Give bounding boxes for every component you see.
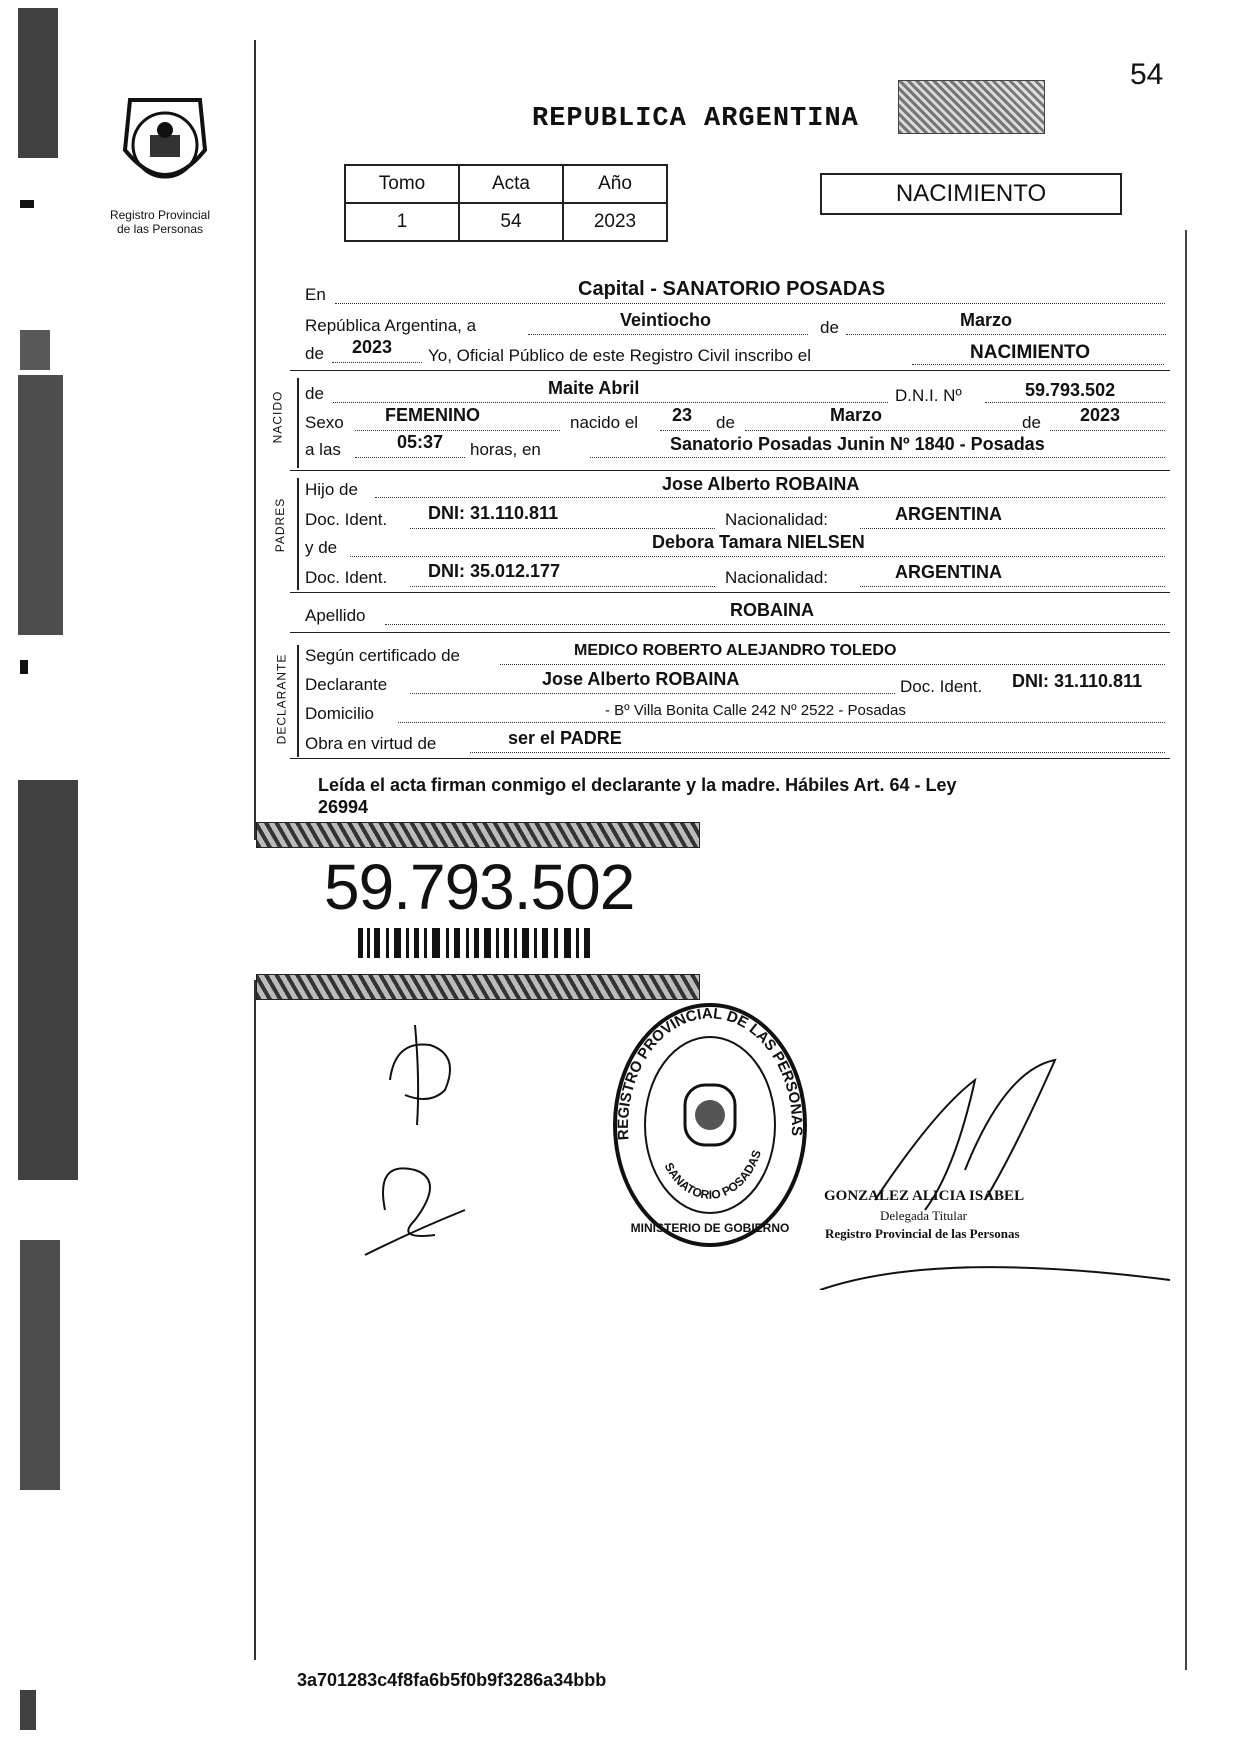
apellido-value: ROBAINA <box>730 600 814 620</box>
header-anio: Año <box>563 165 667 203</box>
apellido-label: Apellido <box>305 606 366 625</box>
nombre-value: Maite Abril <box>548 378 640 398</box>
declarante-doc-label: Doc. Ident. <box>900 677 983 696</box>
obra-label: Obra en virtud de <box>305 734 437 753</box>
stamp-ring-text: REGISTRO PROVINCIAL DE LAS PERSONAS <box>614 1005 806 1141</box>
registry-caption: Registro Provincial de las Personas <box>109 208 211 236</box>
madre-nac: ARGENTINA <box>895 562 1002 582</box>
official-stamp <box>610 1000 810 1250</box>
declarante-doc: DNI: 31.110.811 <box>1012 671 1143 691</box>
en-label: En <box>305 285 326 304</box>
lugar-value: Capital - SANATORIO POSADAS <box>578 278 886 300</box>
cert-value: MEDICO ROBERTO ALEJANDRO TOLEDO <box>574 642 897 659</box>
madre-nac-label: Nacionalidad: <box>725 568 829 587</box>
record-table <box>344 164 668 242</box>
dni-big: 59.793.502 <box>324 851 635 923</box>
document-hash: 3a701283c4f8fa6b5f0b9f3286a34bbb <box>297 1670 607 1690</box>
header-tomo: Tomo <box>345 165 459 203</box>
alas-label: a las <box>305 440 341 459</box>
padre-doc-label: Doc. Ident. <box>305 510 388 529</box>
stamp-inner-text: SANATORIO POSADAS <box>661 1148 764 1202</box>
record-type: NACIMIENTO <box>895 180 1047 207</box>
domicilio-value: - Bº Villa Bonita Calle 242 Nº 2522 - Posadas <box>605 702 906 719</box>
padre-doc: DNI: 31.110.811 <box>428 503 559 523</box>
padre-nac: ARGENTINA <box>895 504 1002 524</box>
anio-value: 2023 <box>352 337 393 357</box>
sexo-label: Sexo <box>305 413 344 432</box>
declarante-nombre: Jose Alberto ROBAINA <box>542 669 740 689</box>
padres-section-label: PADRES <box>273 497 288 553</box>
nacimiento-lugar: Sanatorio Posadas Junin Nº 1840 - Posadas <box>670 434 1045 454</box>
security-strip-bottom <box>256 974 700 1000</box>
madre-doc: DNI: 35.012.177 <box>428 561 561 581</box>
closing-statement: Leída el acta firman conmigo el declarante y la madre. Hábiles Art. 64 - Ley 26994 <box>318 775 957 817</box>
dni-value: 59.793.502 <box>1025 380 1116 400</box>
page-number: 54 <box>1130 58 1164 91</box>
madre-nombre: Debora Tamara NIELSEN <box>652 532 865 552</box>
padre-nombre: Jose Alberto ROBAINA <box>662 474 860 494</box>
nacido-mes: Marzo <box>830 405 883 425</box>
madre-doc-label: Doc. Ident. <box>305 568 388 587</box>
declarant-signature-2 <box>355 1140 475 1260</box>
official-office: Registro Provincial de las Personas <box>825 1226 1020 1241</box>
header-acta: Acta <box>459 165 563 203</box>
security-pattern <box>898 80 1045 134</box>
document-title: REPUBLICA ARGENTINA <box>532 104 859 134</box>
obra-value: ser el PADRE <box>508 728 622 748</box>
official-title: Delegada Titular <box>880 1208 968 1223</box>
nacido-anio: 2023 <box>1080 405 1121 425</box>
province-seal-logo <box>110 90 220 200</box>
declarant-signature-1 <box>375 1020 475 1130</box>
hijo-label: Hijo de <box>305 480 358 499</box>
nacido-el-label: nacido el <box>570 413 639 432</box>
republica-label: República Argentina, a <box>305 316 477 335</box>
value-tomo: 1 <box>345 203 459 241</box>
value-anio: 2023 <box>563 203 667 241</box>
mes-value: Marzo <box>960 310 1013 330</box>
domicilio-label: Domicilio <box>305 704 374 723</box>
official-name: GONZALEZ ALICIA ISABEL <box>824 1188 1025 1204</box>
declarante-section-label: DECLARANTE <box>274 653 289 745</box>
nacido-de2-label: de <box>716 413 735 432</box>
horas-label: horas, en <box>470 440 541 459</box>
left-border <box>254 40 256 840</box>
dia-value: 23 <box>672 405 693 425</box>
hora-value: 05:37 <box>397 432 444 452</box>
right-border <box>1185 230 1187 1670</box>
nacido-de3-label: de <box>1022 413 1041 432</box>
dia-texto: Veintiocho <box>620 310 712 330</box>
barcode <box>358 928 598 958</box>
declarante-label: Declarante <box>305 675 388 694</box>
inscribo-text: Yo, Oficial Público de este Registro Civil inscribo el <box>428 346 811 365</box>
left-border-lower <box>254 980 256 1660</box>
cert-label: Según certificado de <box>305 646 460 665</box>
de-label: de <box>820 318 839 337</box>
official-signature <box>815 1050 1175 1290</box>
sexo-value: FEMENINO <box>385 405 481 425</box>
svg-text:SANATORIO POSADAS <box>662 1148 764 1202</box>
nacido-section-label: NACIDO <box>270 390 285 444</box>
tipo-value: NACIMIENTO <box>970 342 1090 363</box>
stamp-bottom-text: MINISTERIO DE GOBIERNO <box>630 1221 790 1235</box>
dni-label: D.N.I. Nº <box>895 386 962 405</box>
security-strip-top <box>256 822 700 848</box>
padre-nac-label: Nacionalidad: <box>725 510 829 529</box>
value-acta: 54 <box>459 203 563 241</box>
record-type-box <box>820 173 1122 215</box>
nacido-de-label: de <box>305 384 324 403</box>
yde-label: y de <box>305 538 338 557</box>
de2-label: de <box>305 344 324 363</box>
